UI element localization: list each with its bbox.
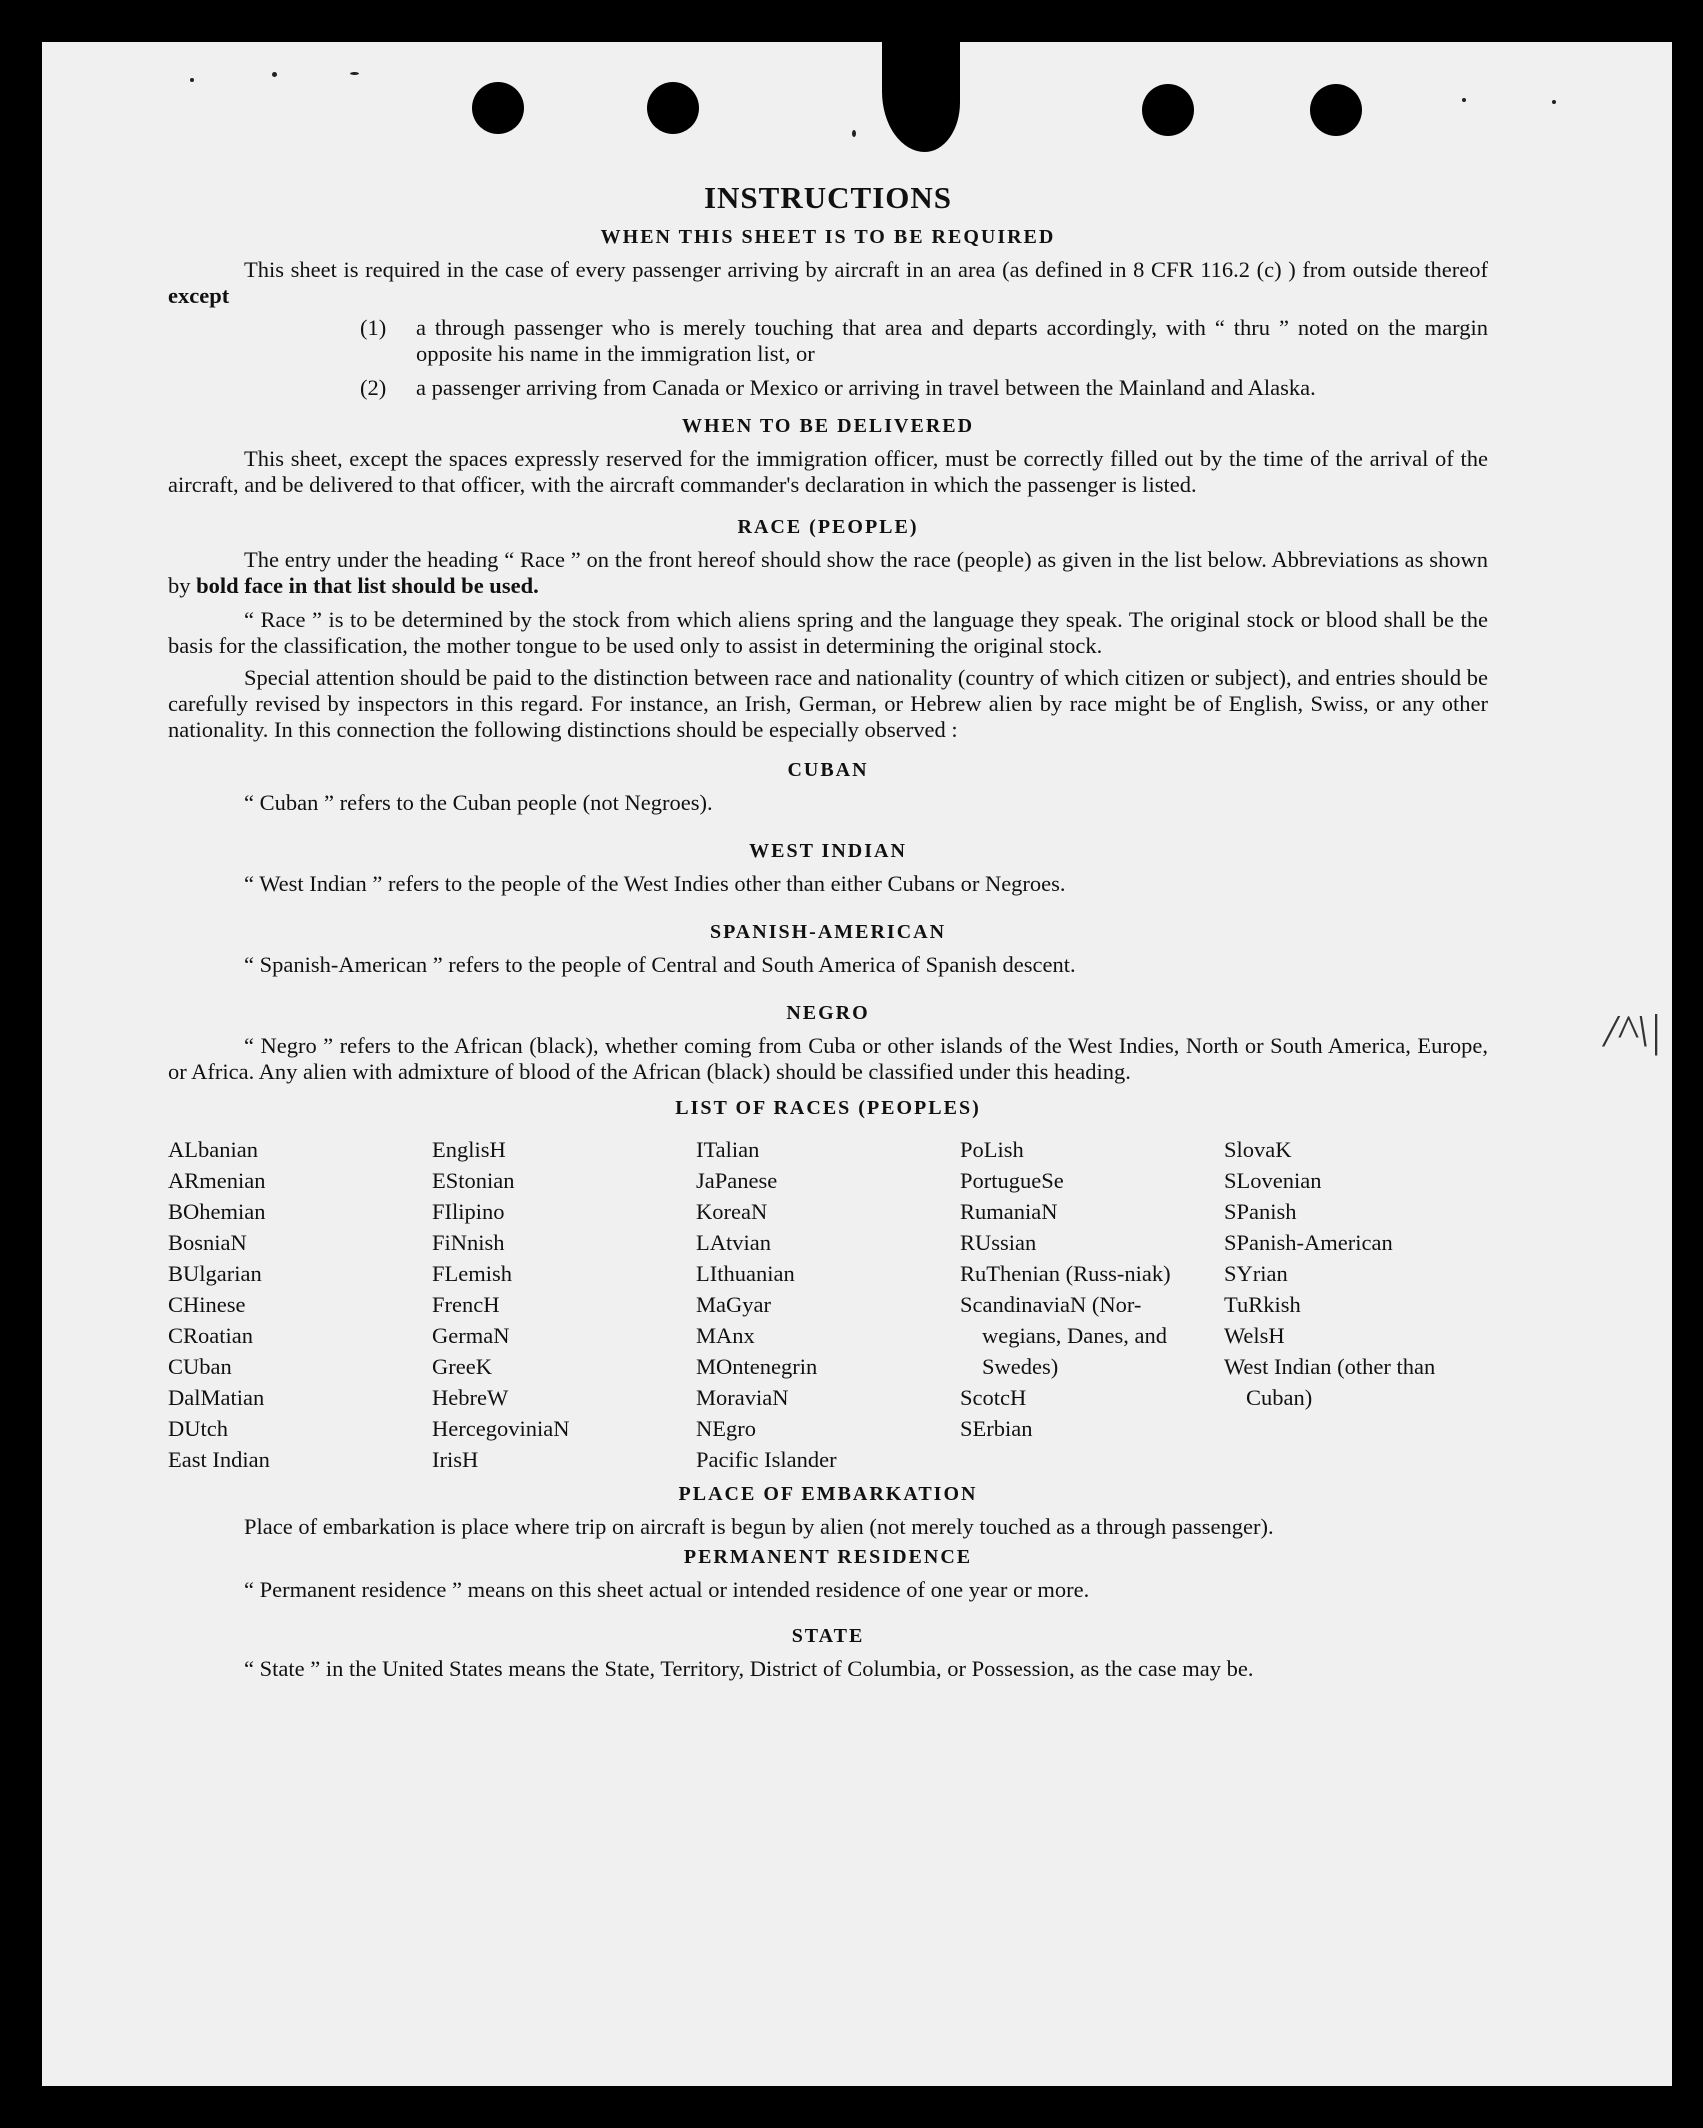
embarkation-text: Place of embarkation is place where trip on aircraft is begun by alien (not merely touched as a through passenger). <box>244 1514 1274 1539</box>
race-entry: MoraviaN <box>696 1385 789 1410</box>
race-entry: TuRkish <box>1224 1292 1301 1317</box>
race-entry: FrencH <box>432 1292 500 1317</box>
races-column <box>432 1134 696 1475</box>
races-column <box>1224 1134 1488 1475</box>
race-entry: FIlipino <box>432 1199 505 1224</box>
section-heading-cuban: CUBAN <box>787 759 869 781</box>
race-entry: ARmenian <box>168 1168 266 1193</box>
race-entry: SErbian <box>960 1416 1033 1441</box>
race-entry: HebreW <box>432 1385 509 1410</box>
when-required-intro <box>168 257 1488 309</box>
section-heading-negro: NEGRO <box>786 1002 870 1024</box>
exception-number: (2) <box>360 375 387 400</box>
race-entry: SLovenian <box>1224 1168 1322 1193</box>
cuban-text: “ Cuban ” refers to the Cuban people (not Negroes). <box>244 790 713 815</box>
race-entry: JaPanese <box>696 1168 778 1193</box>
race-entry: LIthuanian <box>696 1261 795 1286</box>
race-entry: BUlgarian <box>168 1261 262 1286</box>
race-entry: EnglisH <box>432 1137 506 1162</box>
race-entry: RuThenian (Russ-niak) <box>960 1261 1171 1286</box>
exception-text: a passenger arriving from Canada or Mexico or arriving in travel between the Mainland and Alaska. <box>416 375 1316 400</box>
when-required-except: except <box>168 283 230 308</box>
race-entry: ALbanian <box>168 1137 258 1162</box>
race-entry: FLemish <box>432 1261 513 1286</box>
races-list <box>168 1134 1488 1475</box>
race-entry: SlovaK <box>1224 1137 1292 1162</box>
race-entry: NEgro <box>696 1416 756 1441</box>
punch-hole <box>1142 84 1194 136</box>
race-entry: IrisH <box>432 1447 479 1472</box>
section-heading-when-delivered: WHEN TO BE DELIVERED <box>681 415 975 437</box>
race-p1-bold: bold face <box>196 573 283 598</box>
race-entry: CRoatian <box>168 1323 253 1348</box>
races-column <box>960 1134 1224 1475</box>
races-column <box>696 1134 960 1475</box>
race-entry: GermaN <box>432 1323 510 1348</box>
speck <box>1552 100 1556 104</box>
instructions-content <box>168 180 1488 1682</box>
torn-hole <box>882 42 960 152</box>
section-heading-race: RACE (PEOPLE) <box>737 516 919 538</box>
race-entry: KoreaN <box>696 1199 768 1224</box>
race-entry: RumaniaN <box>960 1199 1058 1224</box>
race-paragraph-2: “ Race ” is to be determined by the stock from which aliens spring and the language they speak. The original stock or blood shall be the basis for the classification, the mother tongue to be used only to assist in determining the original stock. <box>168 607 1488 658</box>
exception-item <box>360 315 1488 367</box>
section-heading-when-required: WHEN THIS SHEET IS TO BE REQUIRED <box>600 226 1056 248</box>
race-entry: PortugueSe <box>960 1168 1064 1193</box>
state-text: “ State ” in the United States means the State, Territory, District of Columbia, or Possession, as the case may be. <box>244 1656 1254 1681</box>
race-entry: SPanish-American <box>1224 1230 1393 1255</box>
race-entry: RUssian <box>960 1230 1037 1255</box>
race-entry: MAnx <box>696 1323 755 1348</box>
race-entry: SPanish <box>1224 1199 1297 1224</box>
race-entry: ScandinaviaN (Nor-wegians, Danes, and Swedes) <box>960 1292 1167 1379</box>
race-entry: EStonian <box>432 1168 515 1193</box>
race-entry: SYrian <box>1224 1261 1288 1286</box>
section-heading-spanish-american: SPANISH-AMERICAN <box>709 921 947 943</box>
section-heading-residence: PERMANENT RESIDENCE <box>683 1546 973 1568</box>
race-entry: MaGyar <box>696 1292 771 1317</box>
negro-text: “ Negro ” refers to the African (black), whether coming from Cuba or other islands of the West Indies, North or South America, Europe, or Africa. Any alien with admixture of blood of the African (black) should be classified under this heading. <box>168 1033 1488 1084</box>
spanish-american-text: “ Spanish-American ” refers to the people of Central and South America of Spanish descent. <box>244 952 1076 977</box>
section-heading-list-of-races: LIST OF RACES (PEOPLES) <box>675 1097 981 1119</box>
race-entry: DalMatian <box>168 1385 265 1410</box>
race-entry: East Indian <box>168 1447 270 1472</box>
race-entry: HercegoviniaN <box>432 1416 570 1441</box>
speck <box>350 72 359 75</box>
races-column <box>168 1134 432 1475</box>
exception-text: a through passenger who is merely touching that area and departs accordingly, with “ thru ” noted on the margin opposite his name in the immigration list, or <box>416 315 1488 366</box>
race-entry: DUtch <box>168 1416 228 1441</box>
exception-number: (1) <box>360 315 387 340</box>
speck <box>852 130 856 137</box>
race-paragraph-1 <box>168 547 1488 599</box>
punch-hole <box>647 82 699 134</box>
race-entry: CHinese <box>168 1292 246 1317</box>
race-entry: LAtvian <box>696 1230 771 1255</box>
handwritten-mark: /^\| <box>1604 1005 1662 1056</box>
race-entry: ScotcH <box>960 1385 1027 1410</box>
race-entry: MOntenegrin <box>696 1354 818 1379</box>
race-entry: BosniaN <box>168 1230 247 1255</box>
race-entry: West Indian (other than Cuban) <box>1224 1354 1436 1410</box>
when-delivered-text: This sheet, except the spaces expressly reserved for the immigration officer, must be correctly filled out by the time of the arrival of the aircraft, and be delivered to that officer, with the aircraft commander's declaration in which the passenger is listed. <box>168 446 1488 497</box>
punch-hole <box>472 82 524 134</box>
race-entry: FiNnish <box>432 1230 505 1255</box>
race-paragraph-3: Special attention should be paid to the distinction between race and nationality (country of which citizen or subject), and entries should be carefully revised by inspectors in this regard. For instance, an Irish, German, or Hebrew alien by race might be of English, Swiss, or any other nationality. In this connection the following distinctions should be especially observed : <box>168 665 1488 742</box>
when-required-intro-text: This sheet is required in the case of every passenger arriving by aircraft in an area (as defined in 8 CFR 116.2 (c) ) from outside thereof <box>244 257 1488 282</box>
race-entry: ITalian <box>696 1137 760 1162</box>
race-entry: Pacific Islander <box>696 1447 837 1472</box>
race-entry: WelsH <box>1224 1323 1285 1348</box>
section-heading-west-indian: WEST INDIAN <box>749 840 907 862</box>
speck <box>272 72 277 77</box>
speck <box>1462 98 1466 102</box>
race-p1-end: in that list should be used. <box>288 573 539 598</box>
race-entry: CUban <box>168 1354 232 1379</box>
section-heading-state: STATE <box>791 1625 865 1647</box>
punch-hole <box>1310 84 1362 136</box>
race-entry: BOhemian <box>168 1199 266 1224</box>
race-entry: PoLish <box>960 1137 1024 1162</box>
race-entry: GreeK <box>432 1354 492 1379</box>
exception-item <box>360 375 1488 401</box>
west-indian-text: “ West Indian ” refers to the people of the West Indies other than either Cubans or Negroes. <box>244 871 1066 896</box>
residence-text: “ Permanent residence ” means on this sheet actual or intended residence of one year or more. <box>244 1577 1090 1602</box>
section-heading-embarkation: PLACE OF EMBARKATION <box>678 1483 978 1505</box>
speck <box>190 78 194 82</box>
race-p1-text: The entry under the heading “ Race ” on the front hereof should show the race (people) as given in the list below. Abbreviations as shown by <box>168 547 1488 598</box>
page-title: INSTRUCTIONS <box>703 180 952 215</box>
